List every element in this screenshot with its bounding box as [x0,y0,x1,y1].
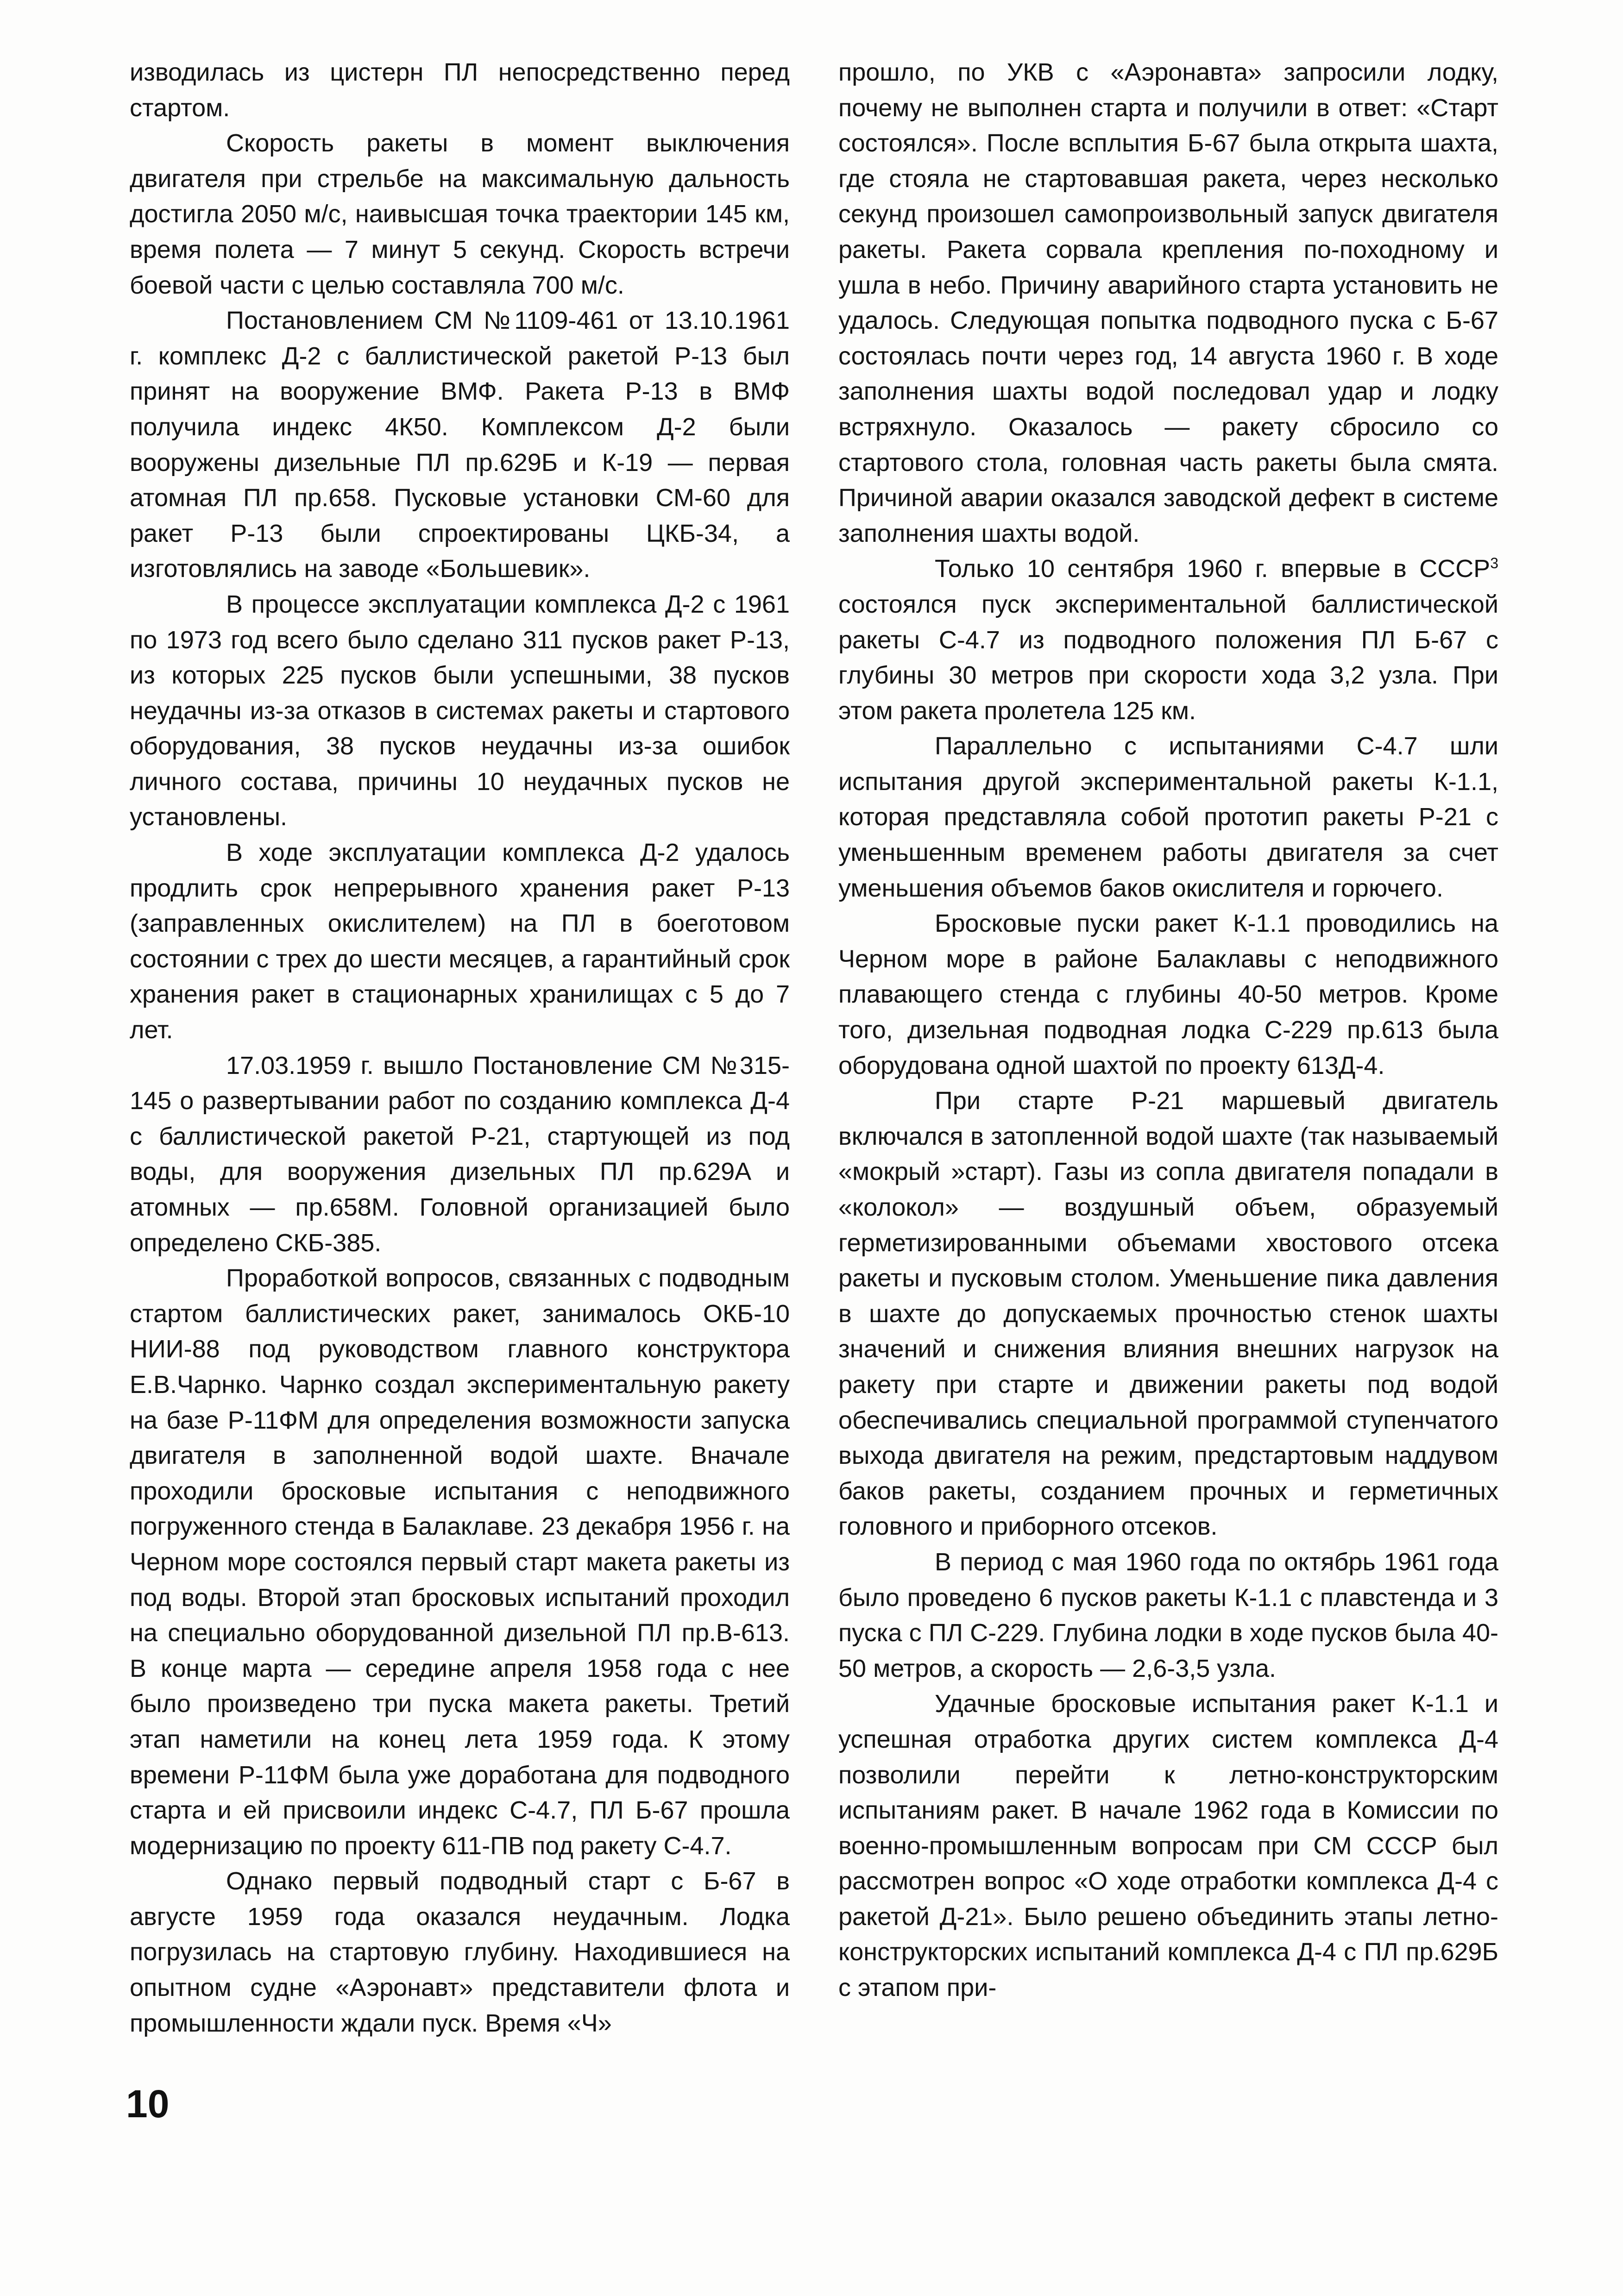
footnote-marker: 3 [1490,555,1498,572]
paragraph: Бросковые пуски ракет К-1.1 проводились на Черном море в районе Балаклавы с неподвижного плавающего стенда с глубины 40-50 метров. Кроме того, дизельная подводная лодка С-229 пр.613 была оборудована одной шахтой по проекту 613Д-4. [838,910,1498,1079]
page-number: 10 [126,2082,170,2126]
paragraph: Постановлением СМ №1109-461 от 13.10.1961 г. комплекс Д-2 с баллистической ракетой Р-13 был принят на вооружение ВМФ. Ракета Р-13 в ВМФ получила индекс 4К50. Комплексом Д-2 были вооружены дизельные ПЛ пр.629Б и К-19 — первая атомная ПЛ пр.658. Пусковые установки СМ-60 для ракет Р-13 были спроектированы ЦКБ-34, а изготовлялись на заводе «Большевик». [130,307,790,583]
paragraph: В ходе эксплуатации комплекса Д-2 удалось продлить срок непрерывного хранения ракет Р-13 (заправленных окислителем) на ПЛ в боеготовом состоянии с трех до шести месяцев, а гарантийный срок хранения ракет в стационарных хранилищах с 5 до 7 лет. [130,839,790,1044]
paragraph: Скорость ракеты в момент выключения двигателя при стрельбе на максимальную дальность достигла 2050 м/с, наивысшая точка траектории 145 км, время полета — 7 минут 5 секунд. Скорость встречи боевой части с целью составляла 700 м/с. [130,129,790,299]
paragraph [838,551,1498,728]
paragraph-text: Только 10 сентября 1960 г. впервые в СССР [935,555,1491,583]
paragraph: Проработкой вопросов, связанных с подводным стартом баллистических ракет, занималось ОКБ-10 НИИ-88 под руководством главного конструктора Е.В.Чарнко. Чарнко создал экспериментальную ракету на базе Р-11ФМ для определения возможности запуска двигателя в заполненной водой шахте. Вначале проходили бросковые испытания с неподвижного погруженного стенда в Балаклаве. 23 декабря 1956 г. на Черном море состоялся первый старт макета ракеты из под воды. Второй этап бросковых испытаний проходил на специально оборудованной дизельной ПЛ пр.В-613. В конце марта — середине апреля 1958 года с нее было произведено три пуска макета ракеты. Третий этап наметили на конец лета 1959 года. К этому времени Р-11ФМ была уже доработана для подводного старта и ей присвоили индекс С-4.7, ПЛ Б-67 прошла модернизацию по проекту 611-ПВ под ракету С-4.7. [130,1264,790,1860]
paragraph: Удачные бросковые испытания ракет К-1.1 и успешная отработка других систем комплекса Д-4 позволили перейти к летно-конструкторским испытаниям ракет. В начале 1962 года в Комиссии по военно-промышленным вопросам при СМ СССР был рассмотрен вопрос «О ходе отработки комплекса Д-4 с ракетой Д-21». Было решено объединить этапы летно-конструкторских испытаний комплекса Д-4 с ПЛ пр.629Б с этапом при- [838,1690,1498,2002]
paragraph: прошло, по УКВ с «Аэронавта» запросили лодку, почему не выполнен старта и получили в ответ: «Старт состоялся». После всплытия Б-67 была открыта шахта, где стояла не стартовавшая ракета, через несколько секунд произошел самопроизвольный запуск двигателя ракеты. Ракета сорвала крепления по-походному и ушла в небо. Причину аварийного старта установить не удалось. Следующая попытка подводного пуска с Б-67 состоялась почти через год, 14 августа 1960 г. В ходе заполнения шахты водой последовал удар и лодку встряхнуло. Оказалось — ракету сбросило со стартового стола, головная часть ракеты была смята. Причиной аварии оказался заводской дефект в системе заполнения шахты водой. [838,58,1498,547]
left-column [130,55,790,2041]
paragraph: При старте Р-21 маршевый двигатель включался в затопленной водой шахте (так называемый «мокрый »старт). Газы из сопла двигателя попадали в «колокол» — воздушный объем, образуемый герметизированными объемами хвостового отсека ракеты и пусковым столом. Уменьшение пика давления в шахте до допускаемых прочностью стенок шахты значений и снижения влияния внешних нагрузок на ракету при старте и движении ракеты под водой обеспечивались специальной программой ступенчатого выхода двигателя на режим, предстартовым наддувом баков ракеты, созданием прочных и герметичных головного и приборного отсеков. [838,1087,1498,1541]
right-column [838,55,1498,2006]
paragraph: изводилась из цистерн ПЛ непосредственно перед стартом. [130,58,790,122]
paragraph: Однако первый подводный старт с Б-67 в августе 1959 года оказался неудачным. Лодка погрузилась на стартовую глубину. Находившиеся на опытном судне «Аэронавт» представители флота и промышленности ждали пуск. Время «Ч» [130,1867,790,2037]
paragraph: Параллельно с испытаниями С-4.7 шли испытания другой экспериментальной ракеты К-1.1, которая представляла собой прототип ракеты Р-21 с уменьшенным временем работы двигателя за счет уменьшения объемов баков окислителя и горючего. [838,732,1498,902]
paragraph: В процессе эксплуатации комплекса Д-2 с 1961 по 1973 год всего было сделано 311 пусков ракет Р-13, из которых 225 пусков были успешными, 38 пусков неудачны из-за отказов в системах ракеты и стартового оборудования, 38 пусков неудачны из-за ошибок личного состава, причины 10 неудачных пусков не установлены. [130,590,790,831]
paragraph: В период с мая 1960 года по октябрь 1961 года было проведено 6 пусков ракеты К-1.1 с плавстенда и 3 пуска с ПЛ С-229. Глубина лодки в ходе пусков была 40-50 метров, а скорость — 2,6-3,5 узла. [838,1548,1498,1682]
paragraph: 17.03.1959 г. вышло Постановление СМ №315-145 о развертывании работ по созданию комплекса Д-4 с баллистической ракетой Р-21, стартующей из под воды, для вооружения дизельных ПЛ пр.629А и атомных — пр.658М. Головной организацией было определено СКБ-385. [130,1051,790,1257]
paragraph-text: состоялся пуск экспериментальной баллистической ракеты С-4.7 из подводного положения ПЛ Б-67 с глубины 30 метров при скорости хода 3,2 узла. При этом ракета пролетела 125 км. [838,590,1498,725]
